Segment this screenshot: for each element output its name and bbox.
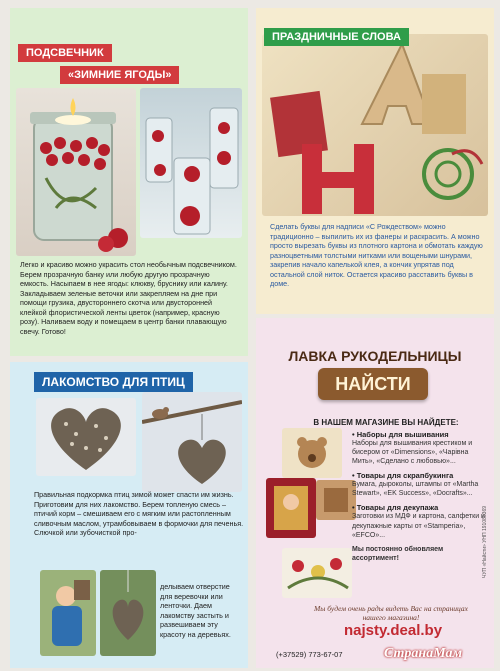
candle-photo-jar [16,88,136,256]
candle-photo-glasses [140,88,242,238]
shop-photo-icon [266,478,316,538]
candle-tag-2: «ЗИМНИЕ ЯГОДЫ» [60,66,179,84]
birds-photo-heart [36,398,136,476]
shop-photo-bear [282,428,342,478]
birds-text-side: делываем отверстие для веревочки или ленточки. Даем лакомству застыть и развешиваем эту красоту на деревьях. [160,582,231,639]
shop-item [352,430,488,466]
letters-tag: ПРАЗДНИЧНЫЕ СЛОВА [264,28,409,46]
letters-text: Сделать буквы для надписи «С Рождеством» можно традиционно – выпилить их из фанеры и раскрасить. А можно просто вырезать буквы из плотного картона и обмотать каждую разноцветными толстыми нитками или вощеными шнурами, закрепив начало капелькой клея, а кончик упрятав под остальной слой ниток. Остается красиво расставить буквы в доме. [270,222,483,288]
candle-panel [10,8,248,356]
shop-item-title: • Товары для скрапбукинга [352,471,454,481]
birds-photo-kid [40,570,96,656]
birds-panel [10,362,248,668]
shop-photo-stamp [316,480,356,520]
candle-tag-1: ПОДСВЕЧНИК [18,44,112,62]
shop-sign-board [318,368,428,400]
shop-item-desc: Бумага, дыроколы, штампы от «Martha Stewart», «EK Success», «Docrafts»... [352,481,479,498]
shop-item-desc: Заготовки из МДФ и картона, салфетки и декупажные карты от «Stamperia», «EFCO»... [352,513,485,539]
shop-item-title: • Товары для декупажа [352,503,439,513]
shop-vertical-text: ЧУП «Найсти» УНП 191080369 [482,505,488,578]
candle-text: Легко и красиво можно украсить стол необычным подсвечником. Берем прозрачную банку или любую другую прозрачную емкость. Насыпаем в нее ягоды: клюкву, бруснику или калину. Закладываем зеленые веточки или закрепляем на дне при помощи грузика, двустороннего скотча или двусторонней клейкой флористической ленты цветок (например, красную розу). Наливаем воду и помещаем в центр банки плавающую свечу. Готово! [20,260,237,336]
shop-item [352,503,488,539]
shop-in-shop-heading: В НАШЕМ МАГАЗИНЕ ВЫ НАЙДЕТЕ: [313,418,459,427]
shop-sign-line1: ЛАВКА РУКОДЕЛЬНИЦЫ [288,348,462,364]
shop-item-desc: Наборы для вышивания крестиком и бисером от «Dimensions», «Чарівна Мить», «Сделано с любовью»... [352,440,473,466]
shop-sign-line2: НАЙСТИ [335,374,411,394]
shop-item [352,471,488,498]
letters-photo [262,34,488,216]
shop-updated-note: Мы постоянно обновляем ассортимент! [352,545,444,562]
birds-photo-feeder [100,570,156,656]
shop-item-title: • Наборы для вышивания [352,430,449,439]
shop-site-link[interactable]: najsty.deal.by [343,622,443,639]
shop-photo-decoupage [282,548,352,598]
birds-text: Правильная подкормка птиц зимой может спасти им жизнь. Приготовим для них лакомство. Берем топленую смесь – птичий корм – смешиваем его с мягким или растопленным сливочным маслом, утрамбовываем в формочки для печенья. Слючкой или зубочисткой про- [34,490,244,537]
shop-panel [256,318,494,668]
letters-panel [256,8,494,314]
birds-tag: ЛАКОМСТВО ДЛЯ ПТИЦ [34,372,193,392]
birds-photo-branch [142,392,242,492]
shop-items [352,430,488,563]
shop-phone: (+37529) 773-67-07 [276,650,343,659]
watermark: СтранаМам [384,646,463,661]
shop-invite: Мы будем очень рады видеть Вас на страницах нашего магазина! [314,604,468,622]
